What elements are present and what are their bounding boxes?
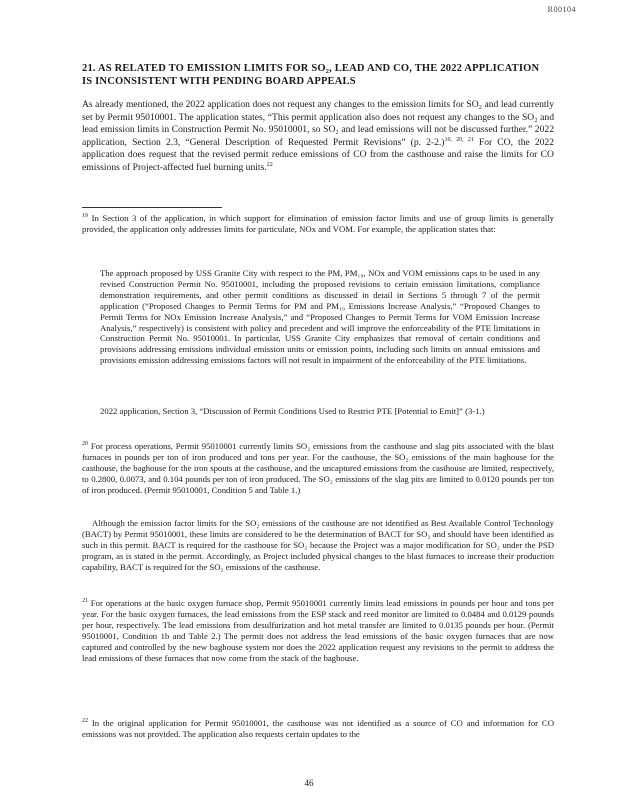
body-text-continued: For CO, the 2022 application does request that the revised permit reduce emissions of CO from the casthouse and raise the limits for CO emissions of Project-affected fuel burning units.	[82, 136, 554, 173]
footnote-22-mark: 22	[82, 718, 88, 725]
footnote-20-continued: Although the emission factor limits for the SO₂ emissions of the casthouse are not identified as Best Available Control Technology (BACT) by Permit 95010001, these limits are considered to be the determination of BACT for SO₂ and should have been identified as such in this permit. BACT is required for the casthouse for SO₂ because the Project was a major modification for SO₂ under the PSD program, as is stated in the permit. Accordingly, as Project included physical changes to the blast furnaces to increase their production capability, BACT is required for the SO₂ emissions of the casthouse.	[82, 518, 554, 572]
footnote-22	[82, 718, 554, 740]
body-paragraph	[82, 99, 554, 175]
footnote-separator	[82, 207, 222, 208]
footnote-20	[82, 441, 554, 496]
footnote-21-mark: 21	[82, 598, 88, 605]
body-text: As already mentioned, the 2022 application does not request any changes to the emission limits for SO₂ and lead currently set by Permit 95010001. The application states, “This permit application also does not request any changes to the SO₂ and lead emission limits in Construction Permit No. 95010001, so SO₂ and lead emissions will not be discussed further.” 2022 application, Section 2.3, “General Description of Requested Permit Revisions” (p. 2-2.)	[82, 99, 554, 148]
footnote-19-text: In Section 3 of the application, in which support for elimination of emission factor limits and use of group limits is generally provided, the application only addresses limits for particulate, NOx and VOM. For example, the application states that:	[82, 213, 555, 234]
footnote-22-text: In the original application for Permit 95010001, the casthouse was not identified as a source of CO and information for CO emissions was not provided. The application also requests certain updates to the	[82, 718, 555, 739]
footnote-19-citation: 2022 application, Section 3, “Discussion of Permit Conditions Used to Restrict PTE [Potential to Emit]” (3-1.)	[100, 406, 485, 416]
footnote-20-text: For process operations, Permit 95010001 currently limits SO₂ emissions from the casthouse and slag pits associated with the blast furnaces in pounds per ton of iron produced and tons per year. For the casthouse, the SO₂ emissions of the main baghouse for the casthouse, the baghouse for the iron spouts at the casthouse, and the uncaptured emissions from the casthouse are limited, respectively, to 0.2800, 0.0073, and 0.104 pounds per ton of iron produced. The SO₂ emissions of the slag pits are limited to 0.0120 pounds per ton of iron produced. (Permit 95010001, Condition 5 and Table 1.)	[82, 441, 555, 495]
footnote-19	[82, 213, 554, 235]
footnote-21	[82, 598, 554, 663]
footnote-19-mark: 19	[82, 213, 88, 220]
footnote-ref-22: 22	[266, 161, 273, 168]
document-id: R00104	[547, 5, 576, 14]
page-number: 46	[304, 778, 314, 788]
footnote-21-text: For operations at the basic oxygen furnace shop, Permit 95010001 currently limits lead emissions in pounds per hour and tons per year. For the basic oxygen furnaces, the lead emissions from the ESP stack and reed monitor are limited to 0.0484 and 0.0129 pounds per hour, respectively. The lead emissions from desulfurization and hot metal transfer are limited to 0.0135 pounds per hour. (Permit 95010001, Condition 1b and Table 2.) The permit does not address the lead emissions of the basic oxygen furnaces that are now captured and controlled by the new baghouse system nor does the 2022 application request any revisions to the permit to address the lead emissions of these furnaces that now come from the stack of the baghouse.	[82, 598, 554, 663]
footnote-19-quote: The approach proposed by USS Granite City with respect to the PM, PM₁₀, NOx and VOM emissions caps to be used in any revised Construction Permit No. 95010001, including the proposed revisions to certain emission limitations, compliance demonstration requirements, and other permit conditions as discussed in detail in Sections 5 through 7 of the permit application (“Proposed Changes to Permit Terms for PM and PM₁₀ Emissions Increase Analysis,” “Proposed Changes to Permit Terms for NOx Emission Increase Analysis,” and “Proposed Changes to Permit Terms for VOM Emission Increase Analysis,” respectively) is consistent with policy and precedent and will improve the enforceability of the PTE limitations in Construction Permit No. 95010001. In particular, USS Granite City emphasizes that removal of certain conditions and provisions addressing emissions individual emission units or emission points, including such limits on annual emissions and provisions emission addressing emissions factors will not result in impairment of the enforceability of the PTE limitations.	[100, 268, 540, 366]
section-heading: 21. AS RELATED TO EMISSION LIMITS FOR SO₂, LEAD AND CO, THE 2022 APPLICATION IS INCONSISTENT WITH PENDING BOARD APPEALS	[82, 63, 540, 87]
footnote-ref-19-21: 10, 20, 21	[444, 136, 474, 143]
footnote-20-mark: 20	[82, 441, 88, 448]
